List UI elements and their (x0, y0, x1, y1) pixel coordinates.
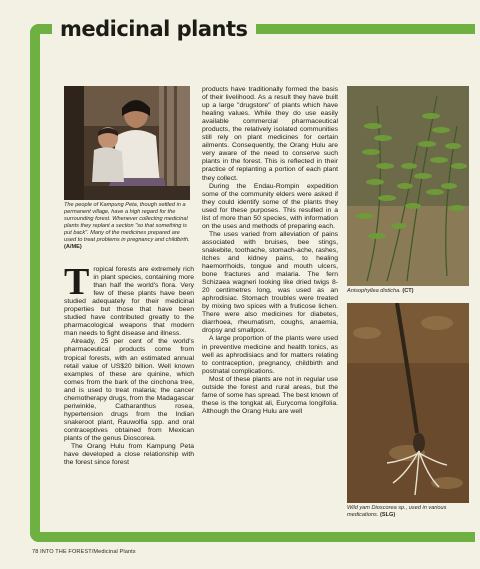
photo-kampung-peta-people (64, 86, 190, 200)
photo-wild-yam (347, 303, 469, 503)
paragraph: The uses varied from alleviation of pains associated with bruises, bee stings, snakebite, toothache, stomach-ache, rashes, itches and kidney pains, to healing haemorrhoids, tongue and mouth ulcers, bone fractures and malaria. The fern Schizaea wagneri looking like dried twigs 8-20 centimetres long, was used as an aphrodisiac. Stomach troubles were treated by mixing two spices with a fruticose lichen. There were also medicines for diabetes, diarrhoea, rheumatism, coughs, anaemia, dropsy and smallpox. (202, 230, 338, 335)
dropcap: T (64, 261, 90, 303)
caption-people (64, 202, 192, 251)
body-column-2 (202, 86, 338, 416)
caption-people-credit: (A/ME) (64, 244, 82, 250)
paragraph: The Orang Hulu from Kampung Peta have developed a close relationship with the forest since forest (64, 443, 194, 467)
title-box (52, 16, 256, 42)
paragraph: A large proportion of the plants were used in preventive medicine and health tonics, as well as aphrodisiacs and for matters relating to contraception, pregnancy, childbirth and postnatal complications. (202, 335, 338, 375)
caption-yam-text: Wild yam Dioscorea sp., used in various medications. (347, 505, 447, 518)
green-frame-bottom (30, 532, 475, 542)
caption-people-text: The people of Kampung Peta, though settled in a permanent village, have a high regard for the surrounding forest. Whenever collecting medicinal plants they replant a section "so that something is put back". Many of the medicines prepared are used to treat problems in pregnancy and childbirth. (64, 202, 190, 243)
caption-yam-credit: (SLG) (379, 512, 396, 518)
green-frame-left (30, 24, 40, 542)
caption-fern-credit: (CT) (402, 288, 414, 294)
caption-yam (347, 505, 471, 519)
paragraph: Already, 25 per cent of the world's pharmaceutical products come from tropical forests, with an estimated annual retail value of US$20 billion. Well known examples of these are quinine, which comes from the bark of the cinchona tree, and is used to treat malaria; the cancer chemotherapy drugs, from the Madagascar periwinkle, Catharanthus rosea, hypertension drugs from the Indian snakeroot plant, Rauwolfia spp. and oral contraceptives obtained from Mexican plants of the genus Dioscorea. (64, 338, 194, 442)
photo-anisophyllea-disticha (347, 86, 469, 286)
paragraph: products have traditionally formed the basis of their livelihood. As a result they have built up a large "drugstore" of plants which have healing values. While they do use easily available commercial pharmaceutical products, the relatively isolated communities still rely on plant medicines for certain ailments. Consequently, the Orang Hulu are very aware of the need to conserve such plants in the forest. This is reflected in their practice of replanting a portion of each plant they collect. (202, 86, 338, 182)
caption-fern-text: Anisophyllea disticha. (347, 288, 401, 294)
paragraph: Most of these plants are not in regular use outside the forest and rural areas, but the fame of some has spread. The best known of these is the tongkat ali, Eurycoma longifolia. Although the Orang Hulu are well (202, 375, 338, 415)
paragraph: During the Endau-Rompin expedition some of the community elders were asked if they could identify some of the plants they used for these purposes. This resulted in a list of more than 50 species, with information on the uses and methods of preparing each. (202, 182, 338, 230)
paragraph: ropical forests are extremely rich in plant species, containing more than half the world's flora. Very few of these plants have been studied adequately for their medicinal properties but those that have been studied have contributed greatly to the pharmacological weapons that modern man needs to fight disease and illness. (64, 266, 194, 338)
body-column-1 (64, 261, 194, 467)
page-footer: 78 INTO THE FOREST/Medicinal Plants (32, 549, 136, 555)
page-title: medicinal plants (60, 17, 248, 41)
caption-fern (347, 288, 471, 295)
